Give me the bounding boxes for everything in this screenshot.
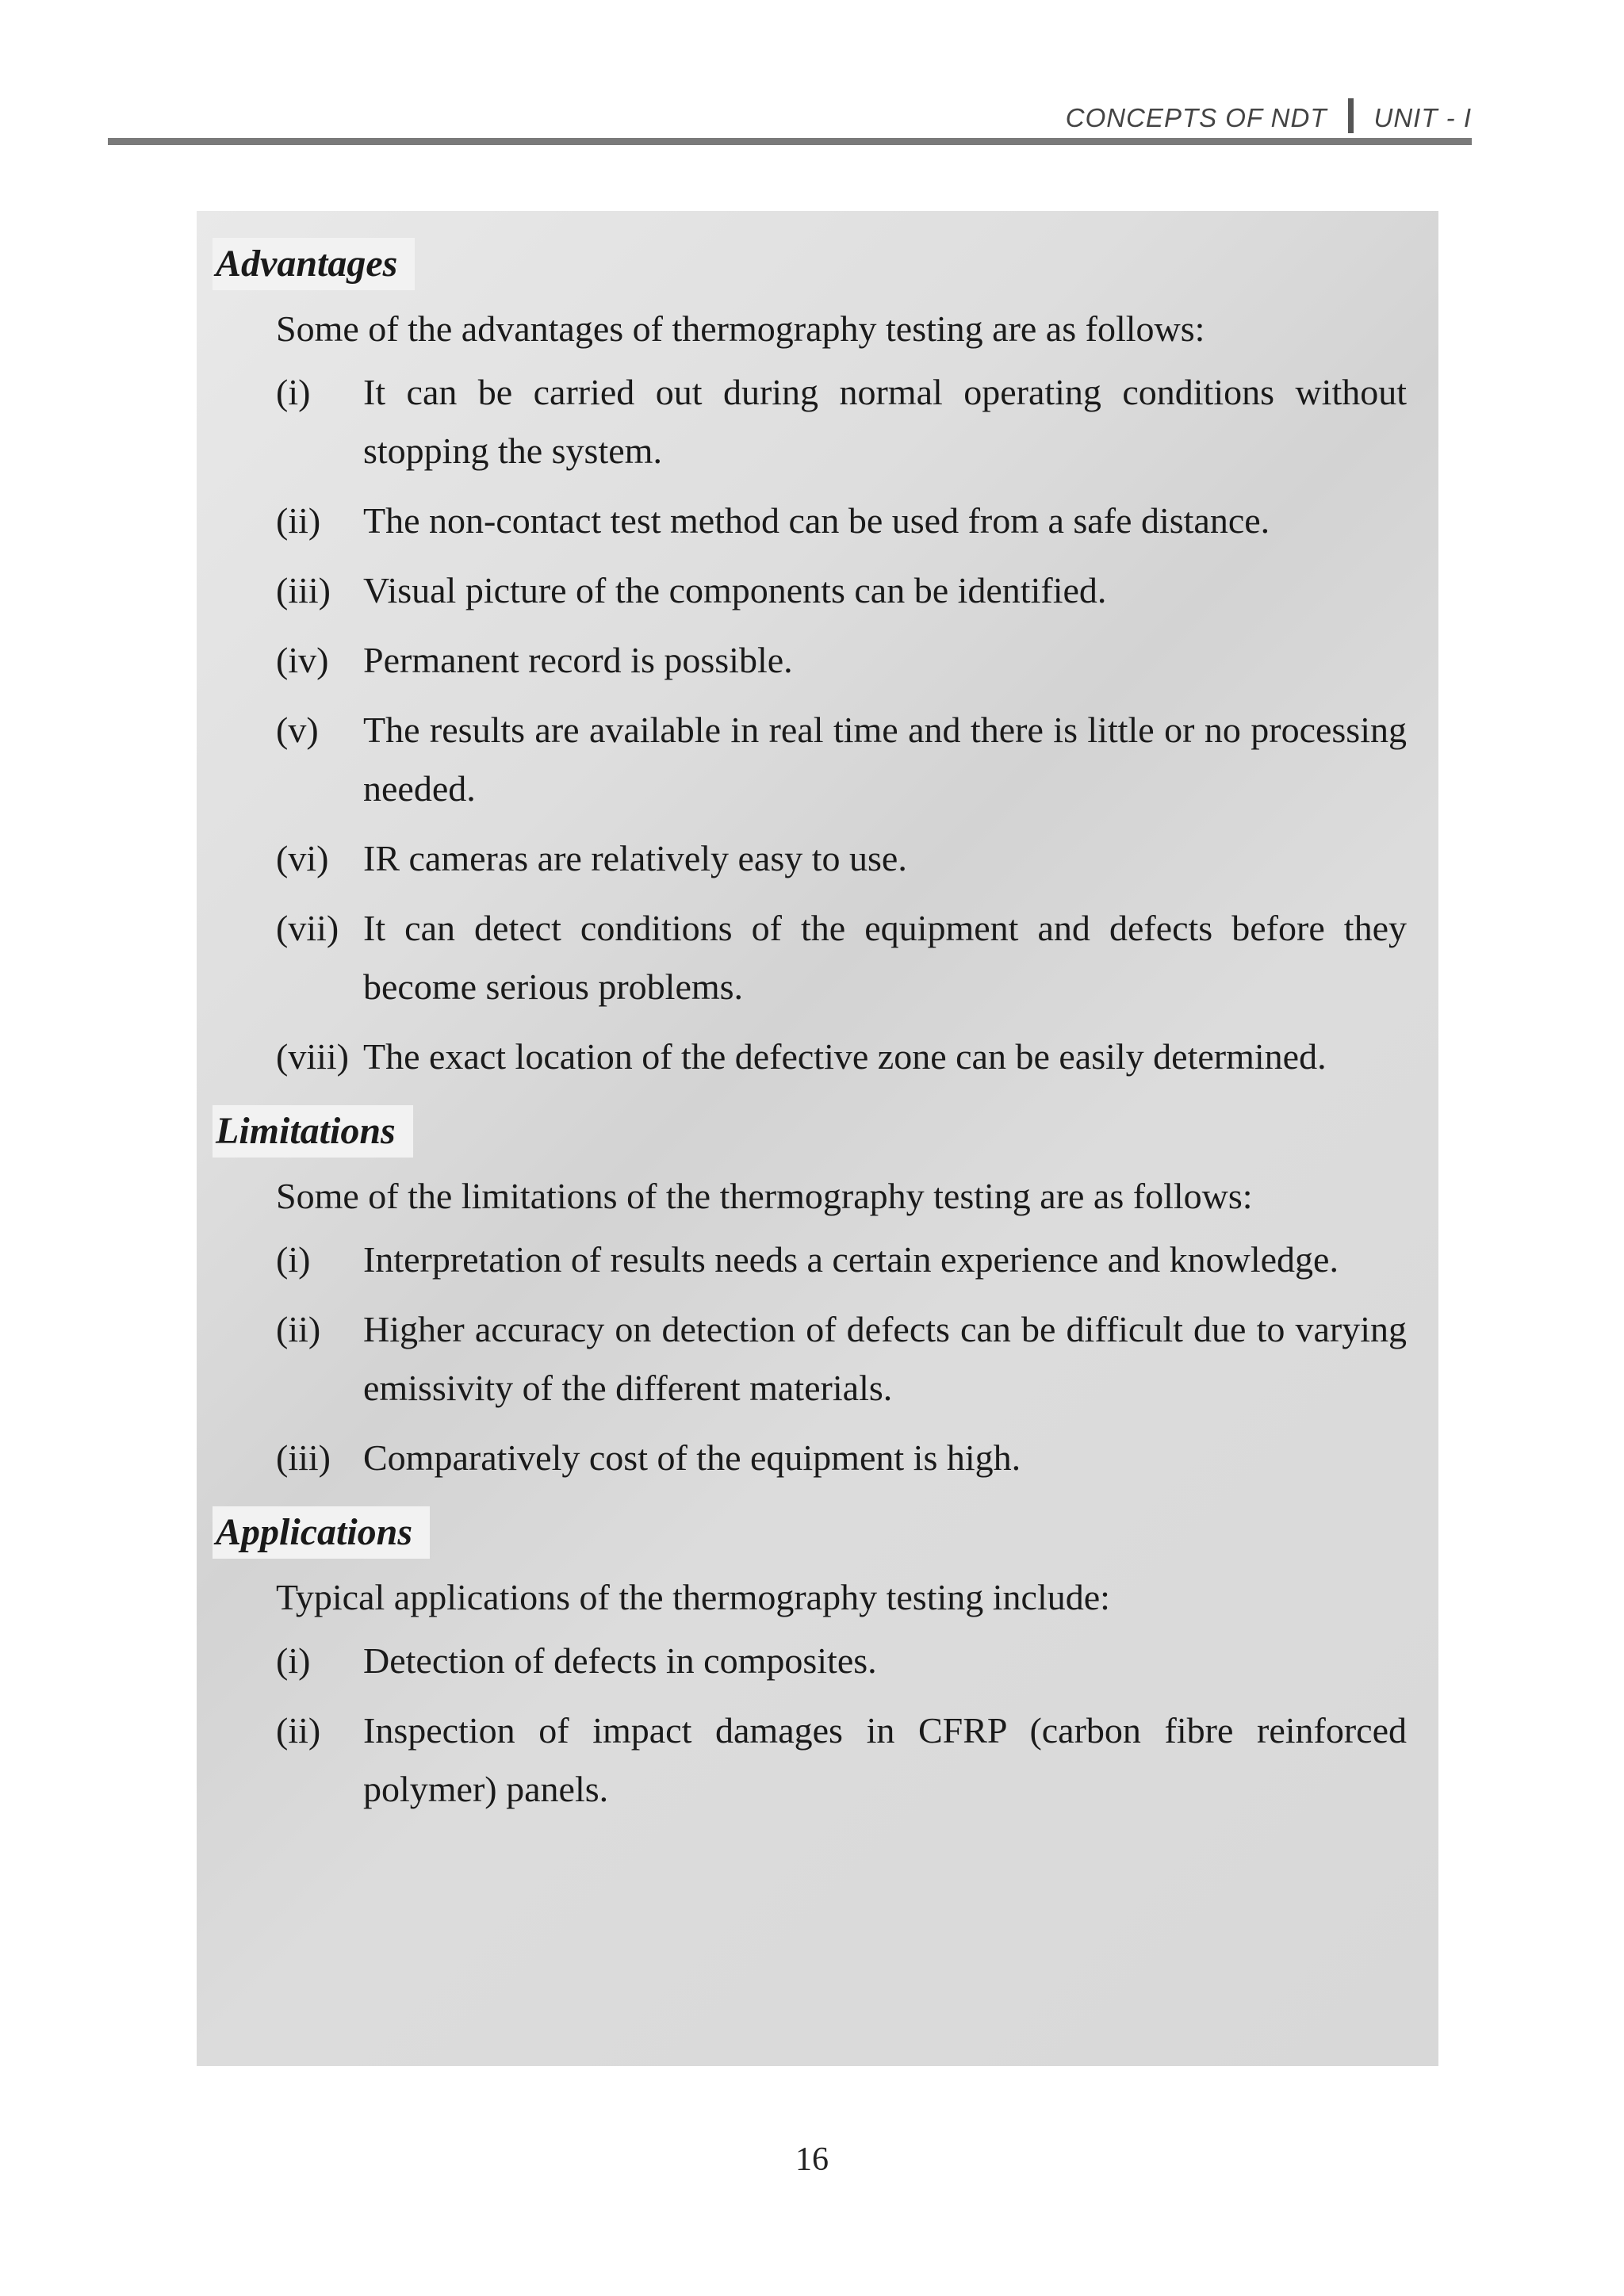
- item-number: (vi): [276, 838, 329, 878]
- list-item: [220, 1230, 1407, 1289]
- item-text: Permanent record is possible.: [363, 640, 793, 680]
- item-number: (iii): [276, 570, 331, 610]
- section-intro: Typical applications of the thermography testing include:: [276, 1577, 1110, 1617]
- item-text: The non-contact test method can be used from a safe distance.: [363, 500, 1270, 541]
- page-number: 16: [795, 2141, 829, 2178]
- section-heading: Applications: [213, 1506, 430, 1559]
- section-applications: [216, 1503, 1407, 1819]
- list-item: [220, 1429, 1407, 1487]
- item-number: (v): [276, 710, 319, 750]
- item-text: Comparatively cost of the equipment is high.: [363, 1437, 1021, 1478]
- scanned-page-region: [197, 211, 1438, 2066]
- list-item: [220, 1027, 1407, 1086]
- page-body: [216, 235, 1407, 2042]
- running-header: [1066, 98, 1472, 133]
- list-item: [220, 701, 1407, 818]
- item-text: Detection of defects in composites.: [363, 1640, 877, 1681]
- section-heading: Advantages: [213, 238, 415, 290]
- list-item: [220, 492, 1407, 550]
- list-item: [220, 1701, 1407, 1819]
- advantages-list: [220, 363, 1407, 1086]
- item-number: (i): [276, 1640, 311, 1681]
- item-number: (i): [276, 372, 311, 412]
- list-item: [220, 899, 1407, 1016]
- item-number: (iii): [276, 1437, 331, 1478]
- section-intro: Some of the limitations of the thermography testing are as follows:: [276, 1176, 1253, 1216]
- header-unit: UNIT - I: [1373, 103, 1472, 132]
- list-item: [220, 561, 1407, 620]
- limitations-list: [220, 1230, 1407, 1487]
- item-number: (ii): [276, 1710, 321, 1751]
- item-text: IR cameras are relatively easy to use.: [363, 838, 907, 878]
- section-intro: Some of the advantages of thermography testing are as follows:: [276, 308, 1205, 349]
- item-number: (ii): [276, 500, 321, 541]
- list-item: [220, 1300, 1407, 1418]
- list-item: [220, 829, 1407, 888]
- item-text: It can be carried out during normal operating conditions without stopping the system.: [363, 372, 1407, 471]
- item-text: Inspection of impact damages in CFRP (carbon fibre reinforced polymer) panels.: [363, 1710, 1407, 1809]
- header-title: CONCEPTS OF NDT: [1065, 103, 1327, 132]
- item-text: The exact location of the defective zone can be easily determined.: [363, 1036, 1327, 1077]
- item-text: It can detect conditions of the equipment and defects before they become serious problems.: [363, 908, 1407, 1007]
- list-item: [220, 363, 1407, 480]
- item-text: Interpretation of results needs a certain experience and knowledge.: [363, 1239, 1339, 1280]
- header-rule: [108, 138, 1472, 145]
- item-number: (iv): [276, 640, 329, 680]
- applications-list: [220, 1632, 1407, 1819]
- section-limitations: [216, 1102, 1407, 1487]
- section-heading: Limitations: [213, 1105, 413, 1158]
- page-header: [108, 98, 1472, 143]
- list-item: [220, 631, 1407, 690]
- item-number: (viii): [276, 1036, 349, 1077]
- item-text: The results are available in real time and there is little or no processing needed.: [363, 710, 1407, 809]
- item-text: Higher accuracy on detection of defects can be difficult due to varying emissivity of the different materials.: [363, 1309, 1407, 1408]
- item-number: (vii): [276, 908, 339, 948]
- item-number: (i): [276, 1239, 311, 1280]
- item-text: Visual picture of the components can be identified.: [363, 570, 1107, 610]
- list-item: [220, 1632, 1407, 1690]
- header-separator: [1348, 98, 1354, 133]
- section-advantages: [216, 235, 1407, 1086]
- item-number: (ii): [276, 1309, 321, 1349]
